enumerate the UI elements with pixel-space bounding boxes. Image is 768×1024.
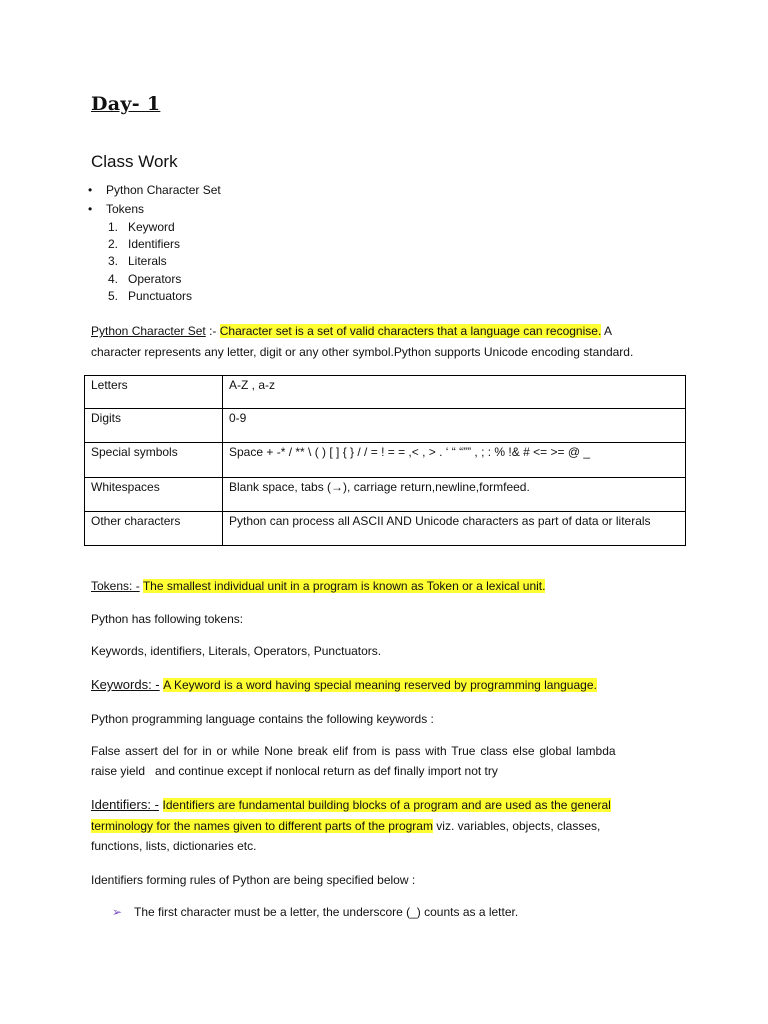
bullet-icon: • xyxy=(88,202,93,216)
keywords-list-line2: raise yield and continue except if nonlocal return as def finally import not try xyxy=(91,764,498,778)
day-title: Day- 1 xyxy=(91,93,161,115)
table-row: Special symbols Space + -* / ** \ ( ) [ ] { } / / = ! = = ,< , > . ‘ “ “”” , ; : % !& # <= >= @ _ xyxy=(85,443,686,478)
tokens-definition-line xyxy=(91,576,545,596)
arrow-bullet-icon: ➢ xyxy=(112,905,123,919)
bullet-item: • Tokens xyxy=(88,202,145,216)
token-list-item: 4. Operators xyxy=(108,272,182,286)
token-list-item: 3. Literals xyxy=(108,254,167,268)
table-row: Other characters Python can process all ASCII AND Unicode characters as part of data or literals xyxy=(85,512,686,546)
keywords-definition-line xyxy=(91,675,597,695)
table-row: Letters A-Z , a-z xyxy=(85,376,686,409)
tokens-intro: Python has following tokens: xyxy=(91,612,244,626)
identifiers-line2: terminology for the names given to different parts of the program viz. variables, objects, classes, xyxy=(91,819,601,833)
tokens-definition: The smallest individual unit in a program is known as Token or a lexical unit. xyxy=(142,579,546,593)
section-title: Class Work xyxy=(91,152,178,171)
tokens-heading: Tokens: - xyxy=(91,579,140,593)
identifiers-heading: Identifiers: - xyxy=(91,797,159,812)
keywords-list-line1: False assert del for in or while None break elif from is pass with True class else global lambda xyxy=(91,744,616,758)
charset-paragraph-line2: character represents any letter, digit or any other symbol.Python supports Unicode encoding standard. xyxy=(91,345,634,359)
table-row: Digits 0-9 xyxy=(85,409,686,443)
token-list-item: 2. Identifiers xyxy=(108,237,181,251)
keywords-intro: Python programming language contains the following keywords : xyxy=(91,712,434,726)
identifiers-definition: Identifiers are fundamental building blocks of a program and are used as the general xyxy=(162,798,611,812)
charset-definition: Character set is a set of valid characters that a language can recognise. xyxy=(219,324,602,338)
charset-heading: Python Character Set xyxy=(91,324,206,338)
identifiers-rules-intro: Identifiers forming rules of Python are being specified below : xyxy=(91,873,416,887)
charset-paragraph-line1: Python Character Set :- Character set is a set of valid characters that a language can recognise. A xyxy=(91,324,612,338)
bullet-item: • Python Character Set xyxy=(88,183,221,197)
token-list-item: 5. Punctuators xyxy=(108,289,193,303)
token-list-item: 1. Keyword xyxy=(108,220,175,234)
keywords-definition: A Keyword is a word having special meaning reserved by programming language. xyxy=(163,678,597,692)
tokens-list: Keywords, identifiers, Literals, Operators, Punctuators. xyxy=(91,644,382,658)
bullet-icon: • xyxy=(88,183,93,197)
table-row: Whitespaces Blank space, tabs (→), carriage return,newline,formfeed. xyxy=(85,478,686,512)
character-set-table xyxy=(84,375,686,546)
identifiers-line3: functions, lists, dictionaries etc. xyxy=(91,839,257,853)
identifiers-line1 xyxy=(91,795,611,815)
identifier-rule-item: ➢ The first character must be a letter, the underscore (_) counts as a letter. xyxy=(112,902,518,922)
keywords-heading: Keywords: - xyxy=(91,677,160,692)
